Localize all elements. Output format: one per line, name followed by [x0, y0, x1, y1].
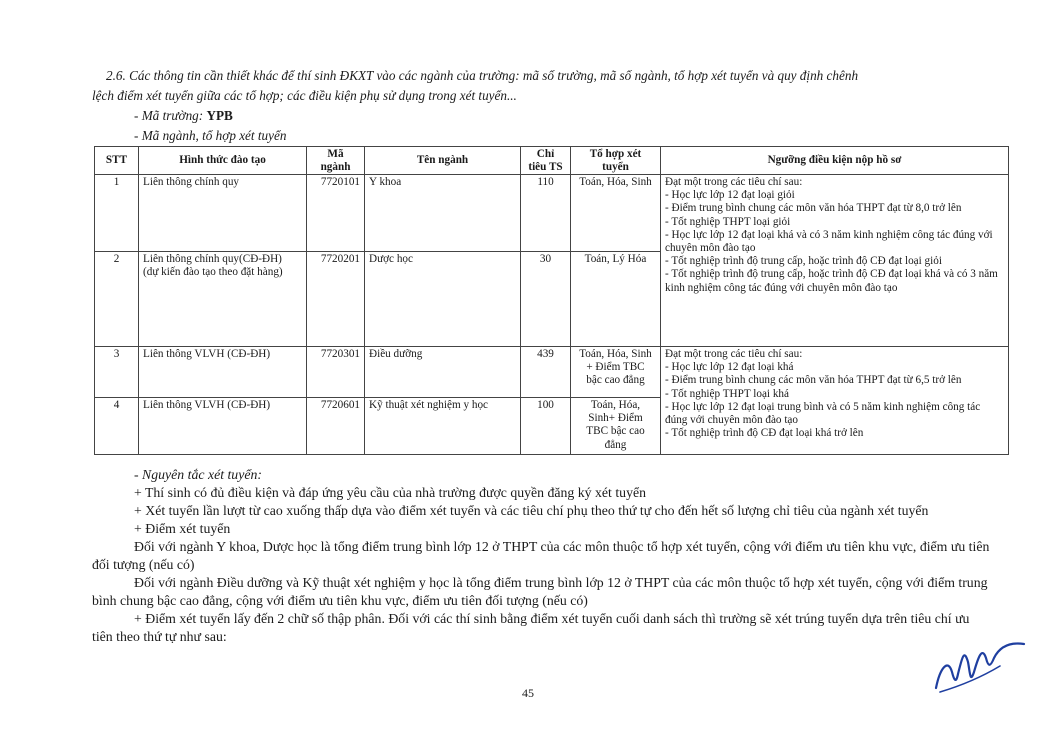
- row-major-name: Y khoa: [365, 175, 521, 252]
- header-quota: [521, 147, 571, 175]
- row-quota: 110: [521, 175, 571, 252]
- condition-line: - Tốt nghiệp trình độ trung cấp, hoặc trình độ CĐ đạt loại giỏi: [665, 255, 942, 268]
- intro-line-2: lệch điểm xét tuyển giữa các tổ hợp; các điều kiện phụ sử dụng trong xét tuyển...: [92, 88, 517, 103]
- condition-line: Đạt một trong các tiêu chí sau:: [665, 176, 803, 188]
- row-major-name: Dược học: [365, 252, 521, 347]
- condition-line: - Tốt nghiệp trình độ CĐ đạt loại khá trở lên: [665, 427, 864, 440]
- row-code: 7720601: [307, 398, 365, 455]
- row-form: Liên thông VLVH (CĐ-ĐH): [139, 347, 307, 398]
- row-form-line-2: (dự kiến đào tạo theo đặt hàng): [143, 266, 283, 279]
- table-row: [95, 175, 1009, 252]
- header-quota-line-2: tiêu TS: [528, 160, 563, 173]
- rules-paragraph: + Xét tuyển lần lượt từ cao xuống thấp dựa vào điểm xét tuyển và các tiêu chí phụ theo thứ tự cho đến hết số lượng chỉ tiêu của ngành xét tuyển: [134, 503, 929, 518]
- rules-heading: - Nguyên tắc xét tuyển:: [134, 467, 262, 482]
- condition-line: - Học lực lớp 12 đạt loại trung bình và có 5 năm kinh nghiệm công tác đúng với chuyên môn đào tạo: [665, 400, 981, 427]
- majors-table: [94, 146, 1009, 455]
- row-combo-line: Toán, Hóa, Sinh: [579, 348, 652, 360]
- header-conditions: Ngưỡng điều kiện nộp hồ sơ: [661, 147, 1009, 175]
- row-code: 7720101: [307, 175, 365, 252]
- header-code-line-2: ngành: [320, 160, 351, 173]
- rules-paragraph: Đối với ngành Điều dưỡng và Kỹ thuật xét nghiệm y học là tổng điểm trung bình lớp 12 ở THPT của các môn thuộc tổ hợp xét tuyển, cộng với điểm trung bình chung bậc cao đẳng, cộng với điểm ưu tiên khu vực, điểm ưu tiên đối tượng (nếu có): [92, 575, 988, 608]
- row-quota: 439: [521, 347, 571, 398]
- intro-line-1: 2.6. Các thông tin cần thiết khác để thí sinh ĐKXT vào các ngành của trường: mã số trường, mã số ngành, tổ hợp xét tuyển và quy định chênh: [106, 68, 859, 83]
- row-stt: 4: [95, 398, 139, 455]
- header-combo-line-1: Tổ hợp xét: [589, 148, 642, 160]
- school-code: YPB: [206, 108, 233, 123]
- row-stt: 1: [95, 175, 139, 252]
- condition-line: Đạt một trong các tiêu chí sau:: [665, 348, 803, 360]
- intro-section: [92, 66, 982, 146]
- header-combo: [571, 147, 661, 175]
- row-form: Liên thông VLVH (CĐ-ĐH): [139, 398, 307, 455]
- condition-line: - Học lực lớp 12 đạt loại khá và có 3 năm kinh nghiệm công tác đúng với chuyên môn đào tạo: [665, 228, 993, 255]
- rules-paragraph: + Điểm xét tuyển lấy đến 2 chữ số thập phân. Đối với các thí sinh bằng điểm xét tuyển cuối danh sách thì trường sẽ xét trúng tuyển dựa trên tiêu chí ưu tiên theo thứ tự như sau:: [92, 611, 970, 644]
- table-row: [95, 347, 1009, 398]
- row-code: 7720301: [307, 347, 365, 398]
- row-combo: [571, 398, 661, 455]
- row-form: [139, 252, 307, 347]
- row-form-line-1: Liên thông chính quy(CĐ-ĐH): [143, 253, 282, 265]
- school-code-label: - Mã trường:: [134, 108, 207, 123]
- condition-line: - Học lực lớp 12 đạt loại giỏi: [665, 189, 795, 202]
- row-combo: [571, 347, 661, 398]
- condition-line: - Học lực lớp 12 đạt loại khá: [665, 361, 794, 374]
- row-major-name: Điều dưỡng: [365, 347, 521, 398]
- condition-line: - Tốt nghiệp trình độ trung cấp, hoặc trình độ CĐ đạt loại khá và có 3 năm kinh nghiệm công tác đúng với chuyên môn đào tạo: [665, 268, 998, 294]
- row-stt: 2: [95, 252, 139, 347]
- conditions-cell-b: [661, 347, 1009, 455]
- condition-line: - Điểm trung bình chung các môn văn hóa THPT đạt từ 6,5 trở lên: [665, 374, 962, 387]
- signature-icon: [930, 628, 1030, 698]
- header-code: [307, 147, 365, 175]
- condition-line: - Tốt nghiệp THPT loại khá: [665, 387, 789, 400]
- condition-line: - Điểm trung bình chung các môn văn hóa THPT đạt từ 8,0 trở lên: [665, 202, 962, 215]
- row-combo-line: Sinh+ Điểm: [588, 412, 643, 425]
- conditions-cell-a: [661, 175, 1009, 347]
- row-form: Liên thông chính quy: [139, 175, 307, 252]
- admission-rules: [92, 466, 992, 646]
- row-quota: 30: [521, 252, 571, 347]
- header-combo-line-2: tuyển: [602, 160, 629, 173]
- row-combo: Toán, Lý Hóa: [571, 252, 661, 347]
- row-combo-line: Toán, Hóa,: [590, 399, 641, 411]
- header-name: Tên ngành: [365, 147, 521, 175]
- major-heading: - Mã ngành, tổ hợp xét tuyển: [134, 128, 287, 143]
- row-quota: 100: [521, 398, 571, 455]
- header-quota-line-1: Chỉ: [536, 148, 555, 160]
- rules-paragraph: Đối với ngành Y khoa, Dược học là tổng điểm trung bình lớp 12 ở THPT của các môn thuộc tổ hợp xét tuyển, cộng với điểm ưu tiên khu vực, điểm ưu tiên đối tượng (nếu có): [92, 539, 990, 572]
- page-number: 45: [522, 686, 534, 700]
- row-combo-line: bậc cao đẳng: [586, 374, 645, 387]
- rules-paragraph: + Thí sinh có đủ điều kiện và đáp ứng yêu cầu của nhà trường được quyền đăng ký xét tuyển: [134, 485, 646, 500]
- row-combo-line: đẳng: [604, 438, 627, 451]
- row-combo: Toán, Hóa, Sinh: [571, 175, 661, 252]
- rules-paragraph: + Điểm xét tuyển: [134, 521, 231, 536]
- row-code: 7720201: [307, 252, 365, 347]
- row-major-name: Kỹ thuật xét nghiệm y học: [365, 398, 521, 455]
- table-header-row: [95, 147, 1009, 175]
- row-combo-line: + Điểm TBC: [586, 361, 645, 374]
- header-code-line-1: Mã: [327, 148, 344, 160]
- row-stt: 3: [95, 347, 139, 398]
- row-combo-line: TBC bậc cao: [586, 425, 645, 438]
- header-form: Hình thức đào tạo: [139, 147, 307, 175]
- condition-line: - Tốt nghiệp THPT loại giỏi: [665, 215, 791, 228]
- school-code-line: [92, 106, 982, 126]
- header-stt: STT: [95, 147, 139, 175]
